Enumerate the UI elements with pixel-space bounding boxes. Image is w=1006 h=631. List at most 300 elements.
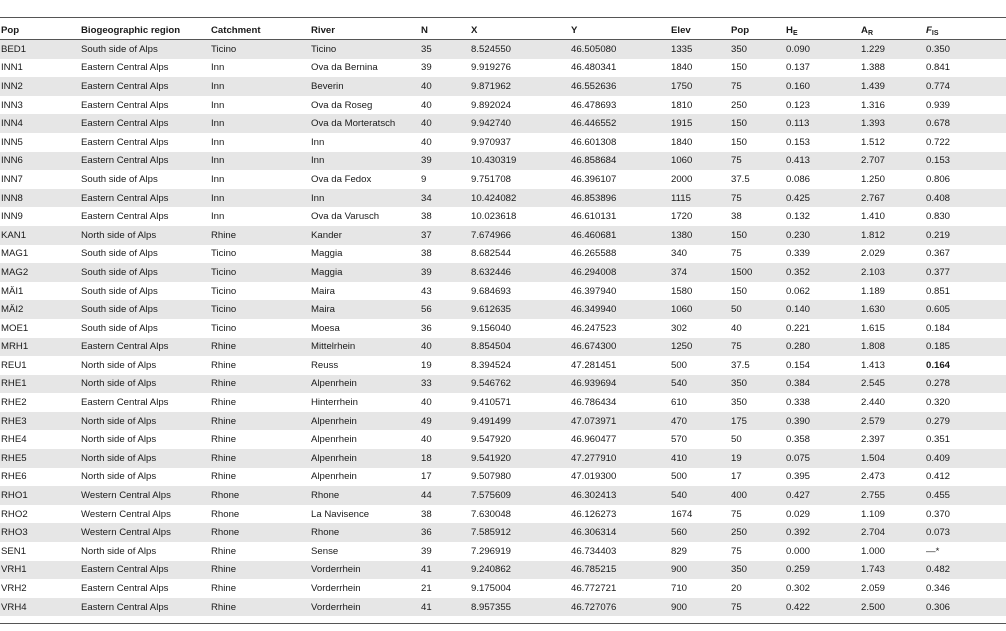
table-cell-fis: 0.412 [926,471,951,483]
table-cell-fis: 0.605 [925,300,1006,319]
table-cell-region: South side of Alps [80,300,210,319]
table-cell-pop2: 150 [731,285,748,297]
table-cell-pop2: 350 [730,40,785,59]
column-header-label: Biogeographic region [81,25,181,36]
table-cell-n: 38 [421,248,432,260]
table-cell-ar: 1.743 [860,561,925,580]
table-cell-ar: 1.109 [861,508,886,520]
table-cell-y: 46.126273 [571,508,617,520]
table-cell-pop2: 75 [730,77,785,96]
column-header-subscript: R [867,29,873,37]
table-cell-elev: 1060 [670,152,730,171]
table-cell-elev: 374 [670,263,730,282]
table-row [0,486,1006,505]
table-row [0,59,1006,78]
table-cell-catchment: Rhine [211,583,237,595]
table-cell-x: 9.919276 [471,62,512,74]
table-cell-n: 40 [420,338,470,357]
table-cell-n: 40 [421,99,432,111]
column-header-catchment [210,22,310,40]
table-cell-river: Ova da Bernina [311,62,378,74]
table-cell-x: 9.491499 [470,412,570,431]
table-cell-river: Inn [311,136,325,148]
table-cell-catchment: Rhone [210,486,310,505]
column-header-subscript: E [792,29,798,37]
table-cell-pop2: 75 [730,152,785,171]
table-cell-fis: 0.184 [926,322,951,334]
table-cell-pop: REU1 [1,359,27,371]
table-cell-region: South side of Alps [80,40,210,59]
column-header-label: Y [571,25,578,36]
table-cell-region: Eastern Central Alps [81,211,169,223]
table-row [0,300,1006,319]
column-header-elev [670,22,730,40]
table-cell-pop: RHE6 [1,471,27,483]
column-header-label: Catchment [211,25,261,36]
table-row [0,598,1006,617]
table-cell-catchment: Inn [210,152,310,171]
table-cell-region: North side of Alps [80,226,210,245]
column-header-pop [0,22,80,40]
table-cell-ar: 2.103 [860,263,925,282]
table-cell-pop2: 75 [731,248,742,260]
table-cell-catchment: Ticino [210,263,310,282]
table-cell-n: 40 [420,77,470,96]
table-cell-n: 39 [420,263,470,282]
table-cell-y: 46.674300 [570,338,670,357]
table-cell-fis: 0.722 [926,136,951,148]
table-cell-river: Ova da Roseg [311,99,373,111]
table-cell-he: 0.352 [785,263,860,282]
table-row [0,356,1006,375]
table-row [0,189,1006,208]
table-cell-elev: 1335 [670,40,730,59]
table-cell-he: 0.230 [785,226,860,245]
table-cell-region: North side of Alps [81,434,157,446]
table-cell-n: 39 [420,152,470,171]
table-cell-pop2: 350 [731,397,748,409]
table-cell-x: 10.424082 [470,189,570,208]
table-row [0,412,1006,431]
table-cell-n: 40 [420,114,470,133]
table-cell-ar: 1.229 [860,40,925,59]
table-cell-elev: 1840 [671,62,693,74]
table-row [0,523,1006,542]
table-cell-ar: 1.388 [861,62,886,74]
table-cell-fis: 0.830 [926,211,951,223]
table-cell-elev: 1580 [671,285,693,297]
column-header-he [785,22,860,40]
table-cell-elev: 410 [670,449,730,468]
table-cell-elev: 1720 [671,211,693,223]
table-cell-pop2: 250 [731,99,748,111]
table-cell-pop2: 150 [730,226,785,245]
table-bottom-rule [0,623,1006,624]
table-cell-river: Beverin [310,77,420,96]
table-cell-he: 0.395 [786,471,811,483]
table-cell-n: 36 [421,322,432,334]
table-cell-n: 49 [420,412,470,431]
table-cell-river: Sense [311,545,339,557]
table-cell-n: 40 [421,434,432,446]
table-row [0,152,1006,171]
table-cell-pop: INN4 [0,114,80,133]
table-cell-ar: 1.000 [861,545,886,557]
table-cell-n: 56 [420,300,470,319]
table-cell-river: Rhone [310,486,420,505]
table-cell-fis: 0.164 [926,359,951,371]
table-cell-pop: MÄI1 [1,285,24,297]
table-cell-river: Hinterrhein [311,397,358,409]
table-cell-he: 0.392 [785,523,860,542]
table-row [0,40,1006,59]
table-cell-x: 8.524550 [470,40,570,59]
table-cell-region: Western Central Alps [80,523,210,542]
table-cell-pop2: 37.5 [731,173,750,185]
table-cell-river: Maira [310,300,420,319]
table-cell-n: 33 [420,375,470,394]
table-cell-fis: 0.482 [925,561,1006,580]
table-body [0,40,1006,617]
table-row [0,319,1006,338]
table-cell-ar: 1.316 [861,99,886,111]
table-cell-fis: 0.370 [926,508,951,520]
table-cell-region: South side of Alps [81,322,158,334]
table-cell-x: 9.156040 [471,322,512,334]
table-cell-he: 0.123 [786,99,811,111]
table-cell-elev: 1060 [670,300,730,319]
table-cell-elev: 302 [671,322,688,334]
table-cell-pop: MAG1 [1,248,29,260]
table-cell-fis: 0.851 [926,285,951,297]
column-header-label: N [421,25,428,36]
table-cell-fis: 0.279 [925,412,1006,431]
table-cell-y: 46.853896 [570,189,670,208]
table-cell-pop: INN6 [0,152,80,171]
table-cell-he: 0.384 [785,375,860,394]
table-cell-x: 9.892024 [471,99,512,111]
table-cell-pop: MÄI2 [0,300,80,319]
table-cell-ar: 1.615 [861,322,886,334]
table-cell-river: Inn [310,152,420,171]
table-cell-y: 46.302413 [570,486,670,505]
table-cell-he: 0.113 [785,114,860,133]
table-cell-fis: 0.774 [925,77,1006,96]
table-cell-he: 0.390 [785,412,860,431]
table-cell-he: 0.062 [786,285,811,297]
table-row [0,77,1006,96]
table-cell-y: 46.265588 [571,248,617,260]
table-cell-river: Maggia [311,248,343,260]
table-cell-x: 9.507980 [471,471,512,483]
table-cell-y: 46.552636 [570,77,670,96]
table-cell-pop2: 350 [730,375,785,394]
table-cell-pop2: 250 [730,523,785,542]
table-cell-ar: 2.707 [860,152,925,171]
table-cell-y: 46.505080 [570,40,670,59]
table-top-rule [0,17,1006,18]
table-cell-x: 8.394524 [471,359,512,371]
table-cell-fis: 0.346 [926,583,951,595]
table-cell-elev: 710 [671,583,688,595]
table-cell-elev: 1810 [671,99,693,111]
column-header-pop2 [730,22,785,40]
table-cell-y: 46.306314 [570,523,670,542]
table-cell-x: 8.957355 [470,598,570,617]
table-cell-elev: 560 [670,523,730,542]
table-cell-catchment: Ticino [210,300,310,319]
table-cell-region: North side of Alps [81,545,157,557]
table-cell-ar: 1.512 [861,136,886,148]
table-cell-pop: VRH4 [0,598,80,617]
table-cell-y: 46.858684 [570,152,670,171]
table-cell-region: Eastern Central Alps [80,152,210,171]
table-cell-region: South side of Alps [81,285,158,297]
table-cell-fis: 0.320 [926,397,951,409]
table-cell-he: 0.160 [785,77,860,96]
table-cell-he: 0.221 [786,322,811,334]
table-cell-pop2: 17 [731,471,742,483]
table-cell-river: Vorderrhein [310,561,420,580]
table-cell-river: Rhone [310,523,420,542]
table-cell-he: 0.090 [785,40,860,59]
table-row [0,114,1006,133]
table-cell-catchment: Inn [211,136,225,148]
table-cell-pop: INN7 [1,173,23,185]
table-cell-fis: 0.350 [925,40,1006,59]
column-header-n [420,22,470,40]
table-cell-catchment: Rhine [211,397,237,409]
column-header-label: F [926,24,932,36]
table-cell-y: 46.734403 [571,545,617,557]
column-header-label: H [786,24,793,36]
table-cell-river: Mittelrhein [310,338,420,357]
table-cell-pop2: 20 [731,583,742,595]
table-cell-x: 8.854504 [470,338,570,357]
table-cell-x: 9.175004 [471,583,512,595]
table-cell-n: 38 [421,508,432,520]
table-cell-he: 0.154 [786,359,811,371]
table-cell-ar: 2.397 [861,434,886,446]
table-cell-pop: RHE4 [1,434,27,446]
table-cell-river: Alpenrhein [311,434,357,446]
table-cell-pop: RHE3 [0,412,80,431]
table-cell-elev: 1115 [670,189,730,208]
table-cell-he: 0.140 [785,300,860,319]
table-cell-pop: RHE5 [0,449,80,468]
table-cell-region: Eastern Central Alps [81,136,169,148]
table-cell-n: 38 [421,211,432,223]
table-cell-catchment: Inn [210,77,310,96]
table-cell-pop: SEN1 [1,545,27,557]
table-row [0,542,1006,561]
table-cell-pop: MRH1 [0,338,80,357]
table-cell-n: 44 [420,486,470,505]
table-cell-ar: 1.439 [860,77,925,96]
table-cell-pop2: 400 [730,486,785,505]
table-cell-catchment: Rhone [210,523,310,542]
table-cell-ar: 2.059 [861,583,886,595]
table-cell-catchment: Rhine [210,412,310,431]
column-header-label: X [471,25,478,36]
column-header-label: A [861,24,868,36]
table-cell-n: 35 [420,40,470,59]
table-cell-elev: 340 [671,248,688,260]
table-cell-y: 47.073971 [570,412,670,431]
table-row [0,430,1006,449]
table-cell-n: 40 [421,397,432,409]
table-cell-ar: 1.189 [861,285,886,297]
table-cell-ar: 2.704 [860,523,925,542]
table-cell-fis: 0.409 [925,449,1006,468]
table-cell-river: Moesa [311,322,340,334]
table-cell-elev: 540 [670,375,730,394]
table-cell-fis: 0.219 [925,226,1006,245]
table-row [0,449,1006,468]
table-cell-catchment: Rhine [210,598,310,617]
table-cell-ar: 1.808 [860,338,925,357]
table-cell-fis: 0.306 [925,598,1006,617]
table-cell-elev: 1380 [670,226,730,245]
table-row [0,207,1006,226]
table-cell-region: North side of Alps [81,359,157,371]
table-cell-he: 0.302 [786,583,811,595]
table-cell-y: 47.019300 [571,471,617,483]
table-cell-river: Maira [311,285,335,297]
table-cell-he: 0.259 [785,561,860,580]
table-cell-y: 46.460681 [570,226,670,245]
table-cell-y: 46.601308 [571,136,617,148]
table-cell-n: 21 [421,583,432,595]
table-cell-he: 0.137 [786,62,811,74]
column-header-label: River [311,25,335,36]
table-cell-pop: VRH1 [0,561,80,580]
table-cell-y: 46.396107 [571,173,617,185]
table-cell-y: 46.786434 [571,397,617,409]
table-cell-pop2: 50 [730,300,785,319]
table-cell-fis: 0.377 [925,263,1006,282]
table-row [0,133,1006,152]
table-cell-ar: 1.630 [860,300,925,319]
table-cell-region: South side of Alps [81,248,158,260]
table-cell-pop2: 350 [730,561,785,580]
table-cell-ar: 1.812 [860,226,925,245]
table-cell-elev: 1250 [670,338,730,357]
table-cell-pop: RHE1 [0,375,80,394]
table-cell-region: Western Central Alps [80,486,210,505]
table-cell-fis: 0.073 [925,523,1006,542]
header-row [0,22,1006,40]
table-row [0,245,1006,264]
table-cell-y: 46.610131 [571,211,617,223]
table-cell-pop2: 150 [731,62,748,74]
table-cell-elev: 610 [671,397,688,409]
table-cell-elev: 570 [671,434,688,446]
table-cell-region: North side of Alps [81,471,157,483]
table-cell-region: Western Central Alps [81,508,171,520]
table-cell-he: 0.339 [786,248,811,260]
table-cell-region: Eastern Central Alps [80,338,210,357]
table-cell-y: 46.397940 [571,285,617,297]
table-cell-catchment: Rhine [211,359,237,371]
table-cell-x: 8.632446 [470,263,570,282]
table-cell-river: La Navisence [311,508,370,520]
table-cell-ar: 2.545 [860,375,925,394]
table-cell-pop2: 1500 [730,263,785,282]
table-cell-n: 41 [420,561,470,580]
table-cell-ar: 2.767 [860,189,925,208]
table-row [0,170,1006,189]
table-cell-elev: 1840 [671,136,693,148]
table-cell-he: 0.086 [786,173,811,185]
table-cell-catchment: Rhine [211,545,237,557]
table-cell-pop2: 75 [730,598,785,617]
table-cell-y: 46.480341 [571,62,617,74]
table-cell-he: 0.132 [786,211,811,223]
table-cell-elev: 1915 [670,114,730,133]
table-cell-river: Alpenrhein [310,412,420,431]
table-cell-region: Eastern Central Alps [81,583,169,595]
table-cell-catchment: Rhine [210,449,310,468]
table-cell-ar: 1.410 [861,211,886,223]
table-cell-elev: 500 [671,471,688,483]
table-cell-pop: INN1 [1,62,23,74]
table-cell-n: 36 [420,523,470,542]
table-cell-region: Eastern Central Alps [81,397,169,409]
table-cell-x: 9.410571 [471,397,512,409]
table-cell-ar: 1.393 [860,114,925,133]
column-header-subscript: IS [931,29,939,37]
table-cell-region: Eastern Central Alps [80,598,210,617]
table-cell-he: 0.029 [786,508,811,520]
table-cell-river: Maggia [310,263,420,282]
table-cell-x: 9.684693 [471,285,512,297]
table-cell-catchment: Rhine [210,338,310,357]
table-cell-n: 41 [420,598,470,617]
table-cell-y: 46.446552 [570,114,670,133]
table-cell-ar: 2.500 [860,598,925,617]
table-cell-n: 40 [421,136,432,148]
column-header-fis [925,22,1006,40]
table-row [0,226,1006,245]
table-cell-pop: INN9 [1,211,23,223]
table-cell-he: 0.422 [785,598,860,617]
table-cell-he: 0.413 [785,152,860,171]
table-cell-n: 37 [420,226,470,245]
table-cell-fis: 0.367 [926,248,951,260]
table-cell-catchment: Inn [211,173,225,185]
table-cell-fis: 0.278 [925,375,1006,394]
table-cell-catchment: Rhine [210,226,310,245]
table-cell-x: 9.871962 [470,77,570,96]
table-row [0,338,1006,357]
table-cell-pop: RHO2 [1,508,28,520]
table-cell-fis: 0.185 [925,338,1006,357]
table-cell-elev: 540 [670,486,730,505]
table-cell-fis: 0.939 [926,99,951,111]
table-cell-river: Reuss [311,359,339,371]
table-cell-n: 17 [421,471,432,483]
table-cell-he: 0.425 [785,189,860,208]
table-cell-region: Eastern Central Alps [80,114,210,133]
column-header-ar [860,22,925,40]
table-cell-x: 9.970937 [471,136,512,148]
table-cell-river: Alpenrhein [310,375,420,394]
table-cell-river: Ticino [310,40,420,59]
table-cell-region: South side of Alps [80,263,210,282]
table-cell-n: 18 [420,449,470,468]
table-cell-region: Eastern Central Alps [80,561,210,580]
